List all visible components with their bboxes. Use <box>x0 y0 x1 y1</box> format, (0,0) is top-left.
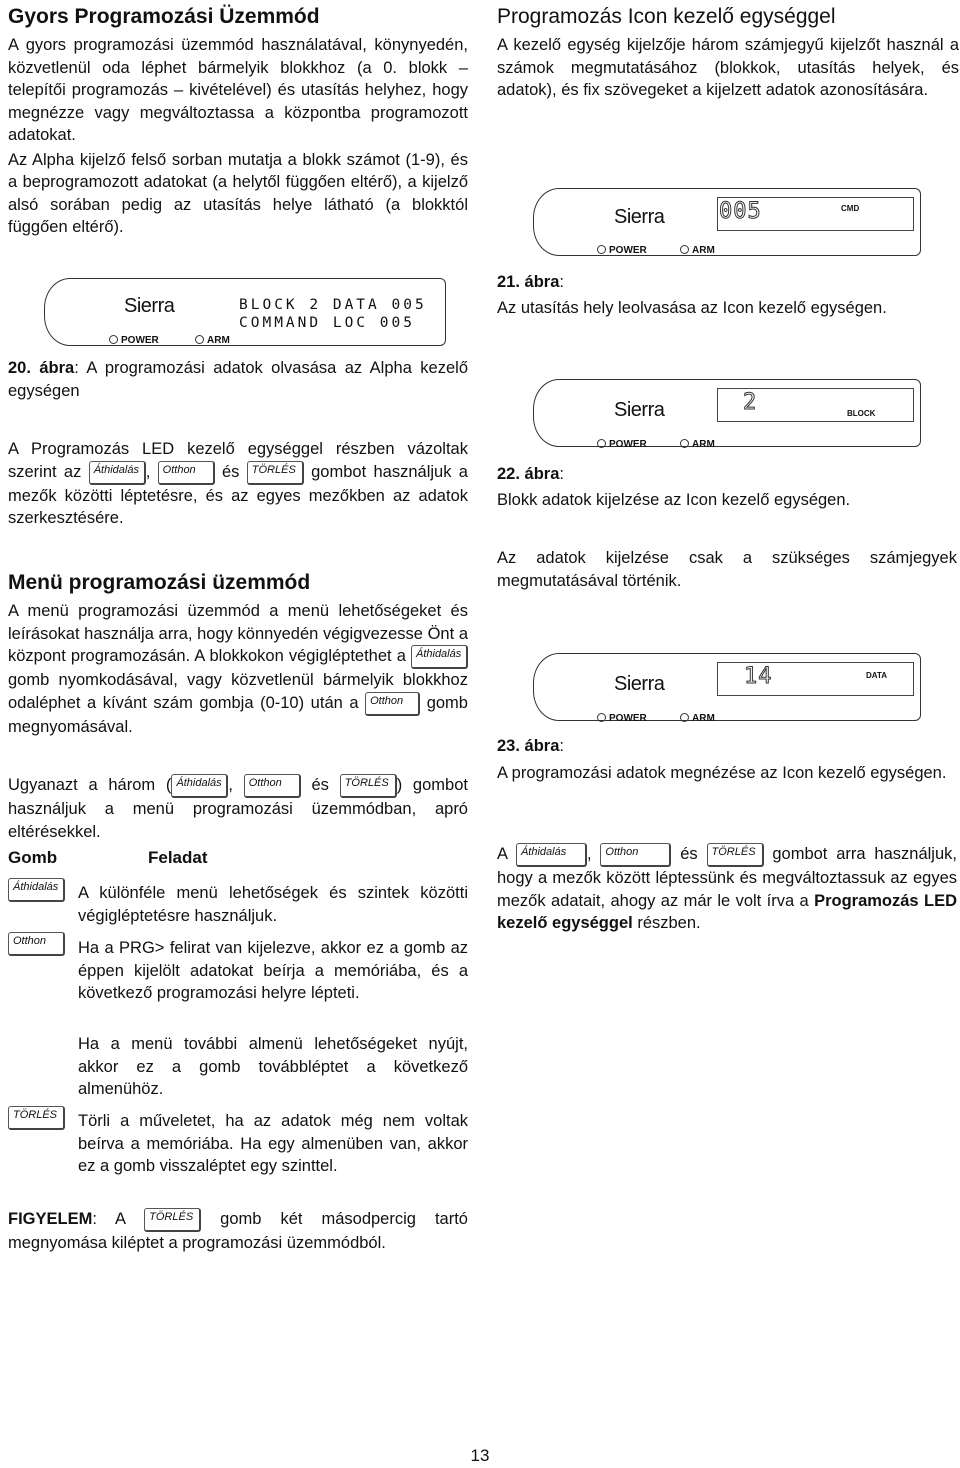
power-led <box>597 439 647 450</box>
icon-lcd-display <box>717 388 914 422</box>
otthon-button: Otthon <box>365 692 420 716</box>
power-label: POWER <box>609 245 647 256</box>
otthon-button: Otthon <box>158 461 215 485</box>
torles-button: TÖRLÉS <box>144 1208 201 1232</box>
arm-led <box>680 439 715 450</box>
lcd-tag: DATA <box>866 671 888 680</box>
button-function-table <box>8 848 468 1208</box>
lcd-tag: CMD <box>841 204 860 213</box>
brand-logo: Sierra <box>124 295 175 317</box>
power-led-icon <box>109 335 118 344</box>
figure-22-number: 22. ábra: <box>497 465 564 483</box>
power-led-icon <box>597 245 606 254</box>
alpha-display-line-1: BLOCK 2 DATA 005 <box>239 297 427 313</box>
paragraph-digits-note: Az adatok kijelzése csak a szükséges számjegyek megmutatásával történik. <box>497 549 957 590</box>
arm-label: ARM <box>692 245 715 256</box>
power-label: POWER <box>609 439 647 450</box>
figure-23-number: 23. ábra: <box>497 737 564 755</box>
otthon-button: Otthon <box>8 932 65 956</box>
icon-lcd-display <box>717 197 914 231</box>
alpha-display <box>239 296 427 332</box>
arm-led-icon <box>680 439 689 448</box>
icon-keypad-figure-23 <box>533 653 921 724</box>
bold-reference: Programozás LED kezelő egységgel <box>497 891 957 932</box>
left-column <box>8 0 468 1252</box>
lcd-digits: 005 <box>719 199 762 224</box>
arm-led-icon <box>680 713 689 722</box>
table-row-torles: Törli a műveletet, ha az adatok még nem voltak beírva a memóriába. Ha egy almenüben van, akkor ez a gomb visszaléptet egy szinttel. <box>78 1112 468 1175</box>
figure-23-caption: A programozási adatok megnézése az Icon kezelő egységen. <box>497 764 947 782</box>
otthon-button: Otthon <box>600 843 671 867</box>
brand-logo: Sierra <box>614 673 665 695</box>
table-header-gomb: Gomb <box>8 848 58 867</box>
alpha-keypad-figure <box>44 278 446 346</box>
table-header-feladat: Feladat <box>148 848 208 867</box>
power-label: POWER <box>121 335 159 346</box>
power-led <box>109 335 159 346</box>
torles-button: TÖRLÉS <box>8 1106 65 1130</box>
paragraph-quick-intro: A gyors programozási üzemmód használatával, könynyedén, közvetlenül oda léphet bármelyik blokkhoz (a 0. blokk – telepítői programozás – kivételével) és utasítás helyhez, hogy megnézze vagy megváltoztassa a központba programozott adatokat. <box>8 36 468 144</box>
power-label: POWER <box>609 713 647 724</box>
paragraph-icon-buttons: A Áthidalás , Otthon és TÖRLÉS gombot arra használjuk, hogy a mezők között léptessünk és megváltoztassuk az egyes mezők adatait, ahogy az már le volt írva a Programozás LED kezelő egységgel részben. <box>497 845 957 932</box>
power-led-icon <box>597 439 606 448</box>
icon-lcd-display <box>717 662 914 696</box>
figure-20-number: 20. ábra <box>8 359 75 377</box>
otthon-button: Otthon <box>244 774 301 798</box>
figure-20-caption-text: : A programozási adatok olvasása az Alpha kezelő egységen <box>8 359 468 400</box>
athidalas-button: Áthidalás <box>411 645 468 669</box>
figure-20-caption <box>8 357 468 402</box>
section-title-icon-programming: Programozás Icon kezelő egységgel <box>497 5 836 28</box>
power-led <box>597 245 647 256</box>
paragraph-warning: FIGYELEM: A TÖRLÉS gomb két másodpercig tartó megnyomása kiléptet a programozási üzemmódból. <box>8 1210 468 1252</box>
athidalas-button: Áthidalás <box>8 878 65 902</box>
power-led <box>597 713 647 724</box>
figure-22-caption: Blokk adatok kijelzése az Icon kezelő egységen. <box>497 491 851 509</box>
paragraph-alpha-display: Az Alpha kijelző felső sorban mutatja a blokk számot (1-9), és a beprogramozott adatokat (a helytől függően eltérő), a kijelző alsó sorában pedig az utasítás helye látható (a blokktól függően eltérő). <box>8 150 468 236</box>
power-led-icon <box>597 713 606 722</box>
warning-label: FIGYELEM <box>8 1210 93 1228</box>
arm-led <box>195 335 230 346</box>
athidalas-button: Áthidalás <box>171 774 228 798</box>
athidalas-button: Áthidalás <box>89 461 146 485</box>
paragraph-menu-intro: A menü programozási üzemmód a menü lehetőségeket és leírásokat használja arra, hogy könnyedén végigvezesse Önt a központ programozásán. A blokkokon végigléptethet a Áthidalás gomb nyomkodásával, vagy közvetlenül bármelyik blokkhoz odaléphet a kívánt szám gombja (0-10) után a Otthon gomb megnyomásával. <box>8 602 468 736</box>
figure-21-number: 21. ábra: <box>497 273 564 291</box>
arm-led-icon <box>680 245 689 254</box>
arm-label: ARM <box>692 713 715 724</box>
arm-led-icon <box>195 335 204 344</box>
table-row-athidalas: A különféle menü lehetőségek és szintek közötti végigléptetésre használjuk. <box>78 884 468 925</box>
torles-button: TÖRLÉS <box>340 774 397 798</box>
arm-label: ARM <box>692 439 715 450</box>
table-row-otthon-2: Ha a menü további almenü lehetőségeket nyújt, akkor ez a gomb továbbléptet a következő almenühöz. <box>78 1035 468 1098</box>
lcd-digits: 2 <box>743 390 758 415</box>
page-number: 13 <box>470 1446 490 1465</box>
lcd-tag: BLOCK <box>847 409 876 418</box>
brand-logo: Sierra <box>614 206 665 228</box>
arm-label: ARM <box>207 335 230 346</box>
lcd-digits: 14 <box>744 664 773 689</box>
arm-led <box>680 713 715 724</box>
paragraph-led-buttons: A Programozás LED kezelő egységgel részben vázoltak szerint az Áthidalás , Otthon és TÖRLÉS gombot használjuk a mezők közötti léptetésre, és az egyes mezőkben az adatok szerkesztésére. <box>8 440 468 527</box>
torles-button: TÖRLÉS <box>247 461 304 485</box>
arm-led <box>680 245 715 256</box>
icon-keypad-figure-22 <box>533 379 921 450</box>
icon-keypad-figure-21 <box>533 188 921 256</box>
torles-button: TÖRLÉS <box>707 843 764 867</box>
table-row-otthon-1: Ha a PRG> felirat van kijelezve, akkor ez a gomb az éppen kijelölt adatokat beírja a memóriába, és a következő programozási helyre lépteti. <box>78 939 468 1002</box>
figure-21-caption: Az utasítás hely leolvasása az Icon kezelő egységen. <box>497 299 887 317</box>
section-title-menu-programming: Menü programozási üzemmód <box>8 571 311 594</box>
paragraph-icon-intro: A kezelő egység kijelzője három számjegyű kijelzőt használ a számok megmutatásához (blokkok, utasítás helyek, és adatok), és fix szövegeket a kijelzett adatok azonosítására. <box>497 36 959 99</box>
paragraph-menu-buttons: Ugyanazt a három ( Áthidalás , Otthon és TÖRLÉS ) gombot használjuk a menü programozási üzemmódban, apró eltérésekkel. <box>8 776 468 841</box>
alpha-display-line-2: COMMAND LOC 005 <box>239 315 415 331</box>
section-title-quick-programming: Gyors Programozási Üzemmód <box>8 5 320 28</box>
brand-logo: Sierra <box>614 399 665 421</box>
athidalas-button: Áthidalás <box>516 843 587 867</box>
right-column <box>497 0 959 932</box>
